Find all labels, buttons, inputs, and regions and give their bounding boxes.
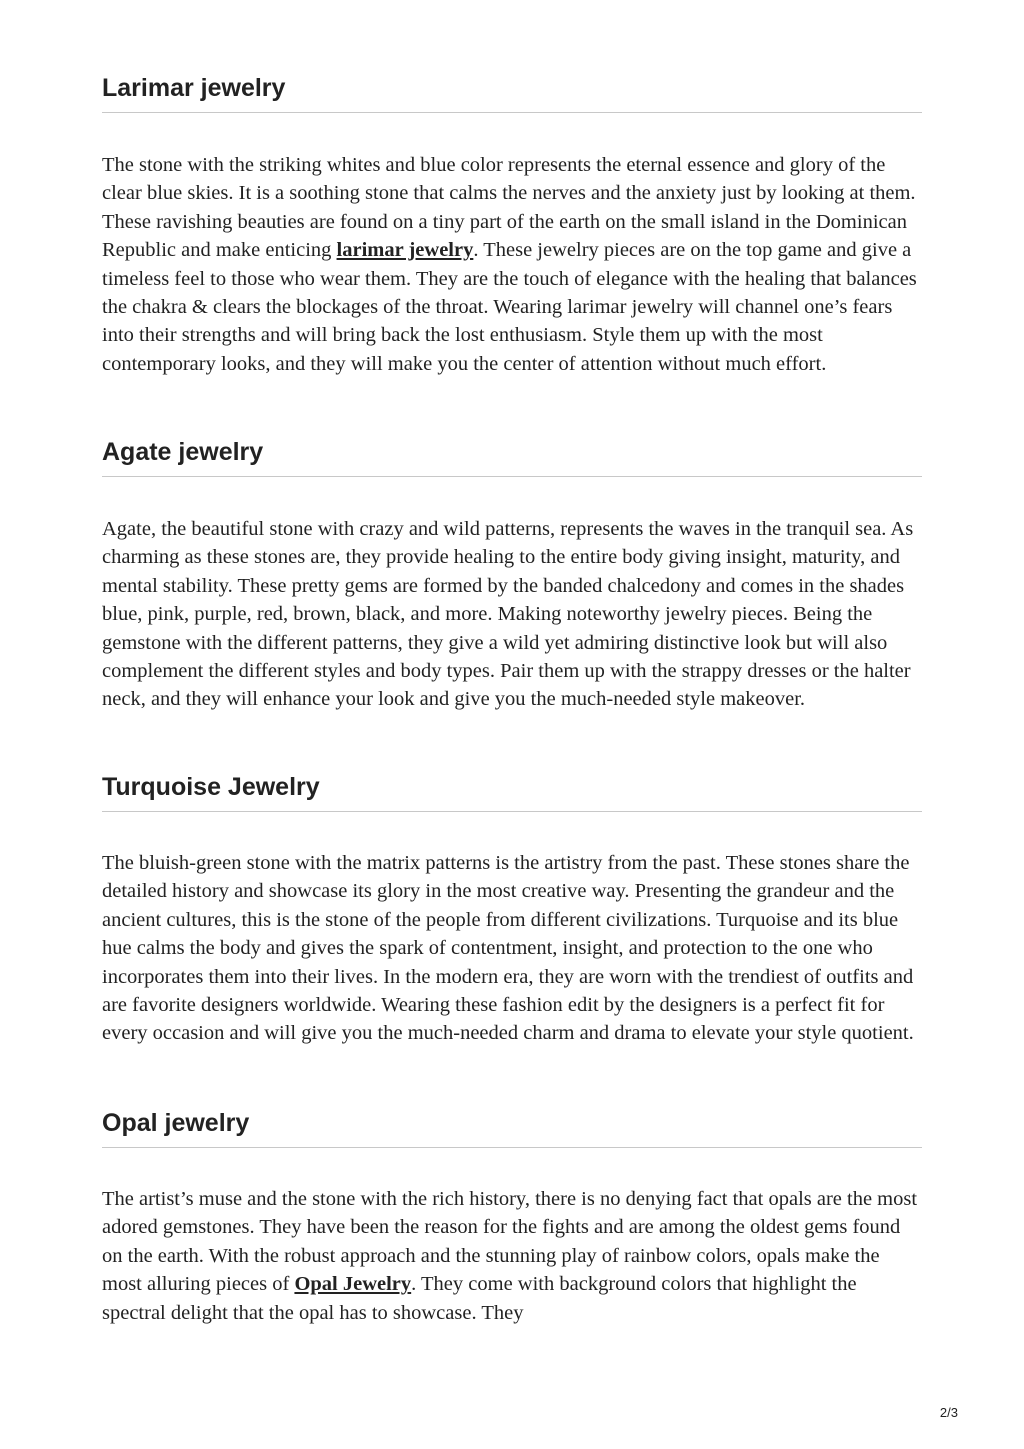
opal-jewelry-link[interactable]: Opal Jewelry	[294, 1273, 412, 1296]
paragraph-text: The stone with the striking whites and blue color represents the eternal essence and glory of the clear blue skies. It is a soothing stone that calms the nerves and the anxiety just by looking at them. These ravishing beauties are found on a tiny part of the earth on the small island in the Dominican Republic and make enticing	[102, 154, 916, 262]
section-paragraph-turquoise: The bluish-green stone with the matrix patterns is the artistry from the past. These stones share the detailed history and showcase its glory in the most creative way. Presenting the grandeur and the ancient cultures, this is the stone of the people from different civilizations. Turquoise and its blue hue calms the body and gives the spark of contentment, insight, and protection to the one who incorporates them into their lives. In the modern era, they are worn with the trendiest of outfits and are favorite designers worldwide. Wearing these fashion edit by the designers is a perfect fit for every occasion and will give you the much-needed charm and drama to elevate your style quotient.	[102, 852, 914, 1045]
section-title-larimar: Larimar jewelry	[102, 73, 922, 113]
section-title-turquoise: Turquoise Jewelry	[102, 772, 922, 812]
page-number: 2/3	[939, 1405, 958, 1420]
section-title-agate: Agate jewelry	[102, 437, 922, 477]
paragraph-text: The artist’s muse and the stone with the rich history, there is no denying fact that opals are the most adored gemstones. They have been the reason for the fights and are among the oldest gems found on the earth. With the robust approach and the stunning play of rainbow colors, opals make the most alluring pieces of	[102, 1188, 918, 1296]
paragraph-text: . They come with background colors that highlight the spectral delight that the opal has to showcase. They	[102, 1273, 857, 1324]
section-paragraph-larimar	[102, 151, 922, 378]
paragraph-text: . These jewelry pieces are on the top game and give a timeless feel to those who wear them. They are the touch of elegance with the healing that balances the chakra & clears the blockages of the throat. Wearing larimar jewelry will channel one’s fears into their strengths and will bring back the lost enthusiasm. Style them up with the most contemporary looks, and they will make you the center of attention without much effort.	[102, 239, 917, 375]
section-paragraph-agate: Agate, the beautiful stone with crazy and wild patterns, represents the waves in the tranquil sea. As charming as these stones are, they provide healing to the entire body giving insight, maturity, and mental stability. These pretty gems are formed by the banded chalcedony and comes in the shades blue, pink, purple, red, brown, black, and more. Making noteworthy jewelry pieces. Being the gemstone with the different patterns, they give a wild yet admiring distinctive look but will also complement the different styles and body types. Pair them up with the strappy dresses or the halter neck, and they will enhance your look and give you the much-needed style makeover.	[102, 518, 914, 711]
section-title-opal: Opal jewelry	[102, 1108, 922, 1148]
larimar-jewelry-link[interactable]: larimar jewelry	[336, 239, 474, 262]
section-paragraph-opal	[102, 1185, 922, 1327]
